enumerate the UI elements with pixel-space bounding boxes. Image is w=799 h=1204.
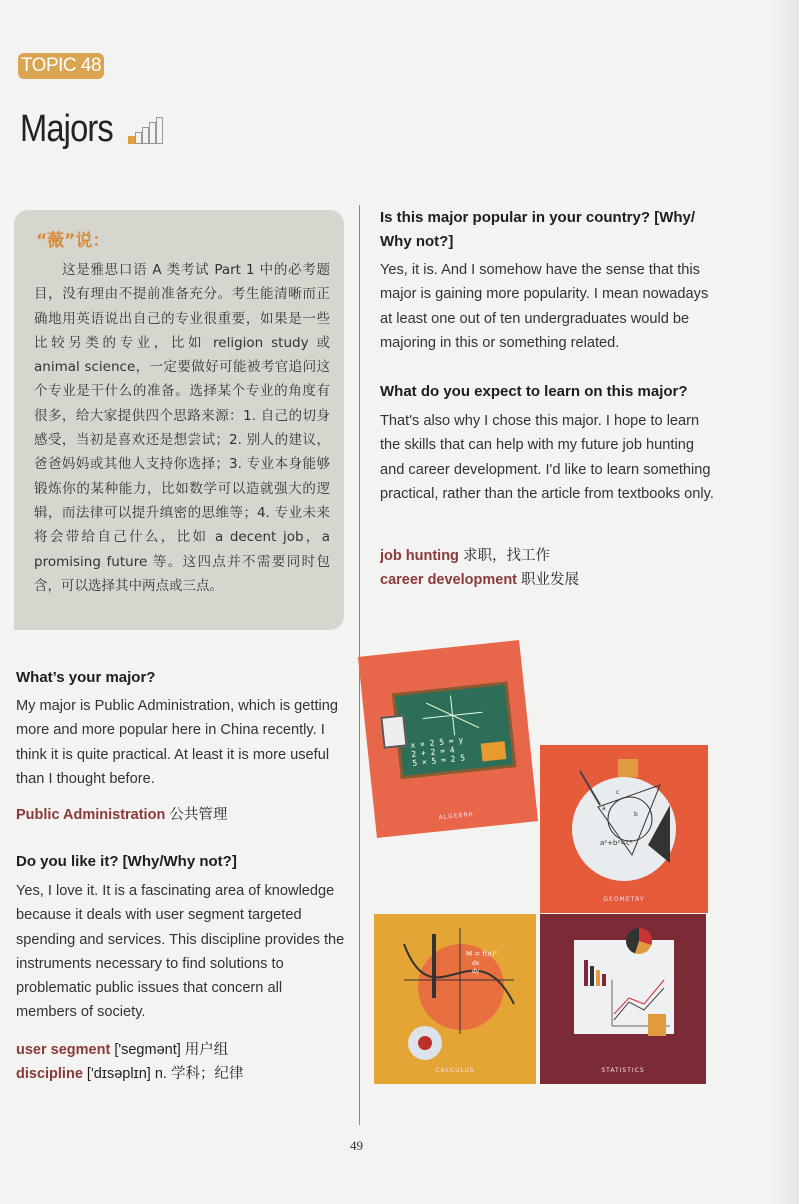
apple-plate-icon bbox=[408, 1026, 442, 1060]
abacus-icon bbox=[481, 741, 507, 761]
answer-expect: That's also why I chose this major. I hope to learn the skills that can help with my future job hunting and career development. I'd like to learn something practical, rather than the article from textbooks only. bbox=[380, 413, 714, 502]
topic-badge: TOPIC 48 bbox=[18, 53, 104, 79]
answer-popular: Yes, it is. And I somehow have the sense that this major is gaining more popularity. I mean nowadays at least one out of ten undergraduates would be majoring in this or something related. bbox=[380, 262, 709, 351]
tip-body: 这是雅思口语 A 类考试 Part 1 中的必考题目，没有理由不提前准备充分。考生能清晰而正确地用英语说出自己的专业很重要，如果是一些比较另类的专业，比如 religion study 或 animal science，一定要做好可能被考官追问这个专业是干什么的准备。选择某个专业的角度有很多，给大家提供四个思路来源：1. 自己的切身感受，当初是喜欢还是想尝试；2. 别人的建议，爸爸妈妈或其他人支持你选择；3. 专业本身能够锻炼你的某种能力，比如数学可以造就强大的逻辑，而法律可以提升缜密的思维等；4. 专业未来将会带给自己什么，比如 a decent job，a promising future 等。这四点并不需要同时包含，可以选择其中两点或三点。 bbox=[34, 262, 330, 594]
tip-heading: “薇”说： bbox=[36, 231, 110, 251]
vocab-career-development: career development 职业发展 bbox=[380, 572, 580, 588]
calculus-formula: M = f(x)² bbox=[466, 950, 498, 958]
compass-triangle-icon bbox=[540, 745, 708, 913]
question-expect: What do you expect to learn on this major? bbox=[380, 383, 688, 400]
curve-graph-icon bbox=[374, 914, 536, 1084]
algebra-caption: ALGEBRA bbox=[438, 810, 474, 822]
answer-like-it: Yes, I love it. It is a fascinating area of knowledge because it deals with user segment targeted spending and services. This discipline provides the instruments necessary to find solutions to problematic public issues that concern all members of society. bbox=[16, 883, 345, 1021]
calculus-dx: dx bbox=[472, 960, 480, 967]
statistics-illustration bbox=[540, 914, 706, 1084]
calculus-illustration bbox=[374, 914, 536, 1084]
geometry-illustration bbox=[540, 745, 708, 913]
calculator-icon bbox=[380, 714, 407, 748]
geometry-label-c: c bbox=[616, 789, 620, 796]
question-like-it: Do you like it? [Why/Why not?] bbox=[16, 853, 237, 870]
answer-major: My major is Public Administration, which is getting more and more popular here in China recently. I think it is quite practical. At least it is more useful than I thought before. bbox=[16, 698, 338, 787]
difficulty-level-icon bbox=[128, 118, 168, 144]
page-number: 49 bbox=[350, 1138, 363, 1153]
vocab-public-administration: Public Administration 公共管理 bbox=[16, 807, 228, 823]
question-major: What’s your major? bbox=[16, 669, 156, 686]
calculus-dy: dy bbox=[472, 968, 480, 975]
calculator-icon bbox=[648, 1014, 666, 1036]
page-title: Majors bbox=[20, 108, 113, 150]
question-popular: Is this major popular in your country? [Why/ Why not?] bbox=[380, 209, 696, 250]
vocab-job-hunting: job hunting 求职，找工作 bbox=[380, 548, 550, 564]
statistics-caption: STATISTICS bbox=[601, 1067, 645, 1074]
geometry-label-b: b bbox=[634, 811, 638, 818]
geometry-label-a: a bbox=[602, 805, 606, 812]
chalkboard bbox=[392, 681, 516, 779]
algebra-illustration bbox=[358, 640, 538, 838]
pie-chart-icon bbox=[626, 928, 652, 954]
geometry-caption: GEOMETRY bbox=[603, 896, 645, 903]
vocab-user-segment: user segment ['segmənt] 用户组 bbox=[16, 1042, 229, 1058]
page-edge-shadow bbox=[771, 0, 799, 1204]
geometry-formula: a²+b²=c² bbox=[600, 839, 633, 847]
algebra-formula: x × 2 5 = y 2 + 2 = 4 5 × 5 = 2 5 bbox=[409, 735, 466, 768]
vocab-discipline: discipline ['dɪsəplɪn] n. 学科；纪律 bbox=[16, 1066, 244, 1082]
calculus-caption: CALCULUS bbox=[435, 1067, 475, 1074]
